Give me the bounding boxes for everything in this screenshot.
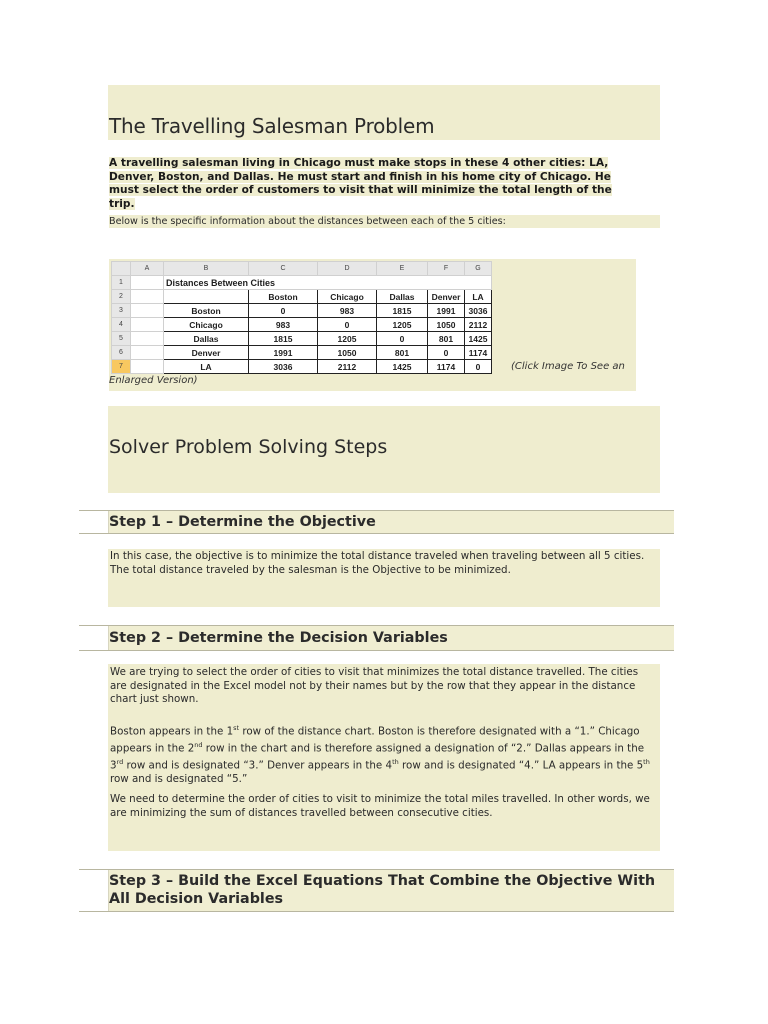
step3-title-line1: Step 3 – Build the Excel Equations That Combine the Objective With (109, 873, 656, 889)
cell (131, 346, 164, 360)
distance-cell: 1050 (318, 346, 377, 360)
distance-cell: 1425 (377, 360, 428, 374)
step-indent (79, 870, 109, 911)
row-header: 2 (112, 290, 131, 304)
col-header: C (249, 262, 318, 276)
col-header: A (131, 262, 164, 276)
section-title: Solver Problem Solving Steps (109, 436, 388, 458)
step-indent (79, 626, 109, 650)
distance-cell: 2112 (318, 360, 377, 374)
column-label: Dallas (377, 290, 428, 304)
row-header: 5 (112, 332, 131, 346)
distance-cell: 0 (249, 304, 318, 318)
distance-cell: 1815 (249, 332, 318, 346)
distance-cell: 0 (428, 346, 465, 360)
distance-cell: 0 (465, 360, 492, 374)
distance-cell: 1205 (318, 332, 377, 346)
row-city: Denver (164, 346, 249, 360)
row-city: Chicago (164, 318, 249, 332)
distance-cell: 1174 (465, 346, 492, 360)
intro-paragraph (109, 157, 637, 211)
step3-title-line2: All Decision Variables (109, 891, 284, 907)
enlarge-caption-cont[interactable]: Enlarged Version) (109, 375, 198, 386)
row-header: 6 (112, 346, 131, 360)
step2-header (79, 625, 674, 651)
table-title: Distances Between Cities (164, 276, 492, 290)
step2-paragraph-3: We need to determine the order of cities to visit to minimize the total miles travelled. In other words, we are minimizing the sum of distances travelled between consecutive cities. (110, 793, 650, 819)
cell (131, 360, 164, 374)
col-header: D (318, 262, 377, 276)
page-title: The Travelling Salesman Problem (109, 114, 435, 138)
cell (164, 290, 249, 304)
step2-title: Step 2 – Determine the Decision Variables (109, 630, 448, 646)
distance-cell: 0 (377, 332, 428, 346)
distance-cell: 801 (377, 346, 428, 360)
step-indent (79, 511, 109, 533)
cell (131, 276, 164, 290)
cell (131, 318, 164, 332)
enlarge-caption[interactable]: (Click Image To See an (511, 361, 625, 372)
column-label: LA (465, 290, 492, 304)
row-city: Boston (164, 304, 249, 318)
col-header: E (377, 262, 428, 276)
distance-spreadsheet[interactable] (111, 261, 492, 374)
step1-paragraph: In this case, the objective is to minimize the total distance traveled when traveling between all 5 cities. The total distance traveled by the salesman is the Objective to be minimized. (110, 550, 645, 576)
row-header-selected: 7 (112, 360, 131, 374)
distance-cell: 1991 (249, 346, 318, 360)
column-label: Denver (428, 290, 465, 304)
distance-cell: 3036 (465, 304, 492, 318)
step1-header (79, 510, 674, 534)
cell (131, 332, 164, 346)
distance-cell: 1425 (465, 332, 492, 346)
step2-paragraph-2: Boston appears in the 1st row of the distance chart. Boston is therefore designated with a “1.” Chicago appears in the 2nd row in the chart and is therefore assigned a designation of “2.” Dallas appears in the 3rd row and is designated “3.” Denver appears in the 4th row and is designated “4.” LA appears in the 5th row and is designated “5.” (110, 724, 650, 785)
row-header: 1 (112, 276, 131, 290)
distance-cell: 801 (428, 332, 465, 346)
distance-cell: 0 (318, 318, 377, 332)
distance-cell: 983 (249, 318, 318, 332)
step1-title: Step 1 – Determine the Objective (109, 514, 376, 530)
cell (131, 304, 164, 318)
distance-cell: 1815 (377, 304, 428, 318)
distance-cell: 983 (318, 304, 377, 318)
row-header: 3 (112, 304, 131, 318)
intro-text: A travelling salesman living in Chicago must make stops in these 4 other cities: LA, Denver, Boston, and Dallas. He must start and finish in his home city of Chicago. He must select the order of customers to visit that will minimize the total length of the trip. (109, 157, 612, 210)
row-city: LA (164, 360, 249, 374)
distance-cell: 1991 (428, 304, 465, 318)
row-header: 4 (112, 318, 131, 332)
distance-cell: 3036 (249, 360, 318, 374)
step2-paragraph-1: We are trying to select the order of cities to visit that minimizes the total distance travelled. The cities are designated in the Excel model not by their names but by the row that they appear in the distance chart just shown. (110, 666, 639, 705)
distance-cell: 1050 (428, 318, 465, 332)
col-header: B (164, 262, 249, 276)
step3-header (79, 869, 674, 912)
column-label: Chicago (318, 290, 377, 304)
sheet-corner (112, 262, 131, 276)
distance-cell: 1174 (428, 360, 465, 374)
row-city: Dallas (164, 332, 249, 346)
distance-cell: 2112 (465, 318, 492, 332)
column-label: Boston (249, 290, 318, 304)
distance-intro-line: Below is the specific information about the distances between each of the 5 cities: (109, 215, 660, 228)
distance-cell: 1205 (377, 318, 428, 332)
col-header: F (428, 262, 465, 276)
col-header: G (465, 262, 492, 276)
cell (131, 290, 164, 304)
